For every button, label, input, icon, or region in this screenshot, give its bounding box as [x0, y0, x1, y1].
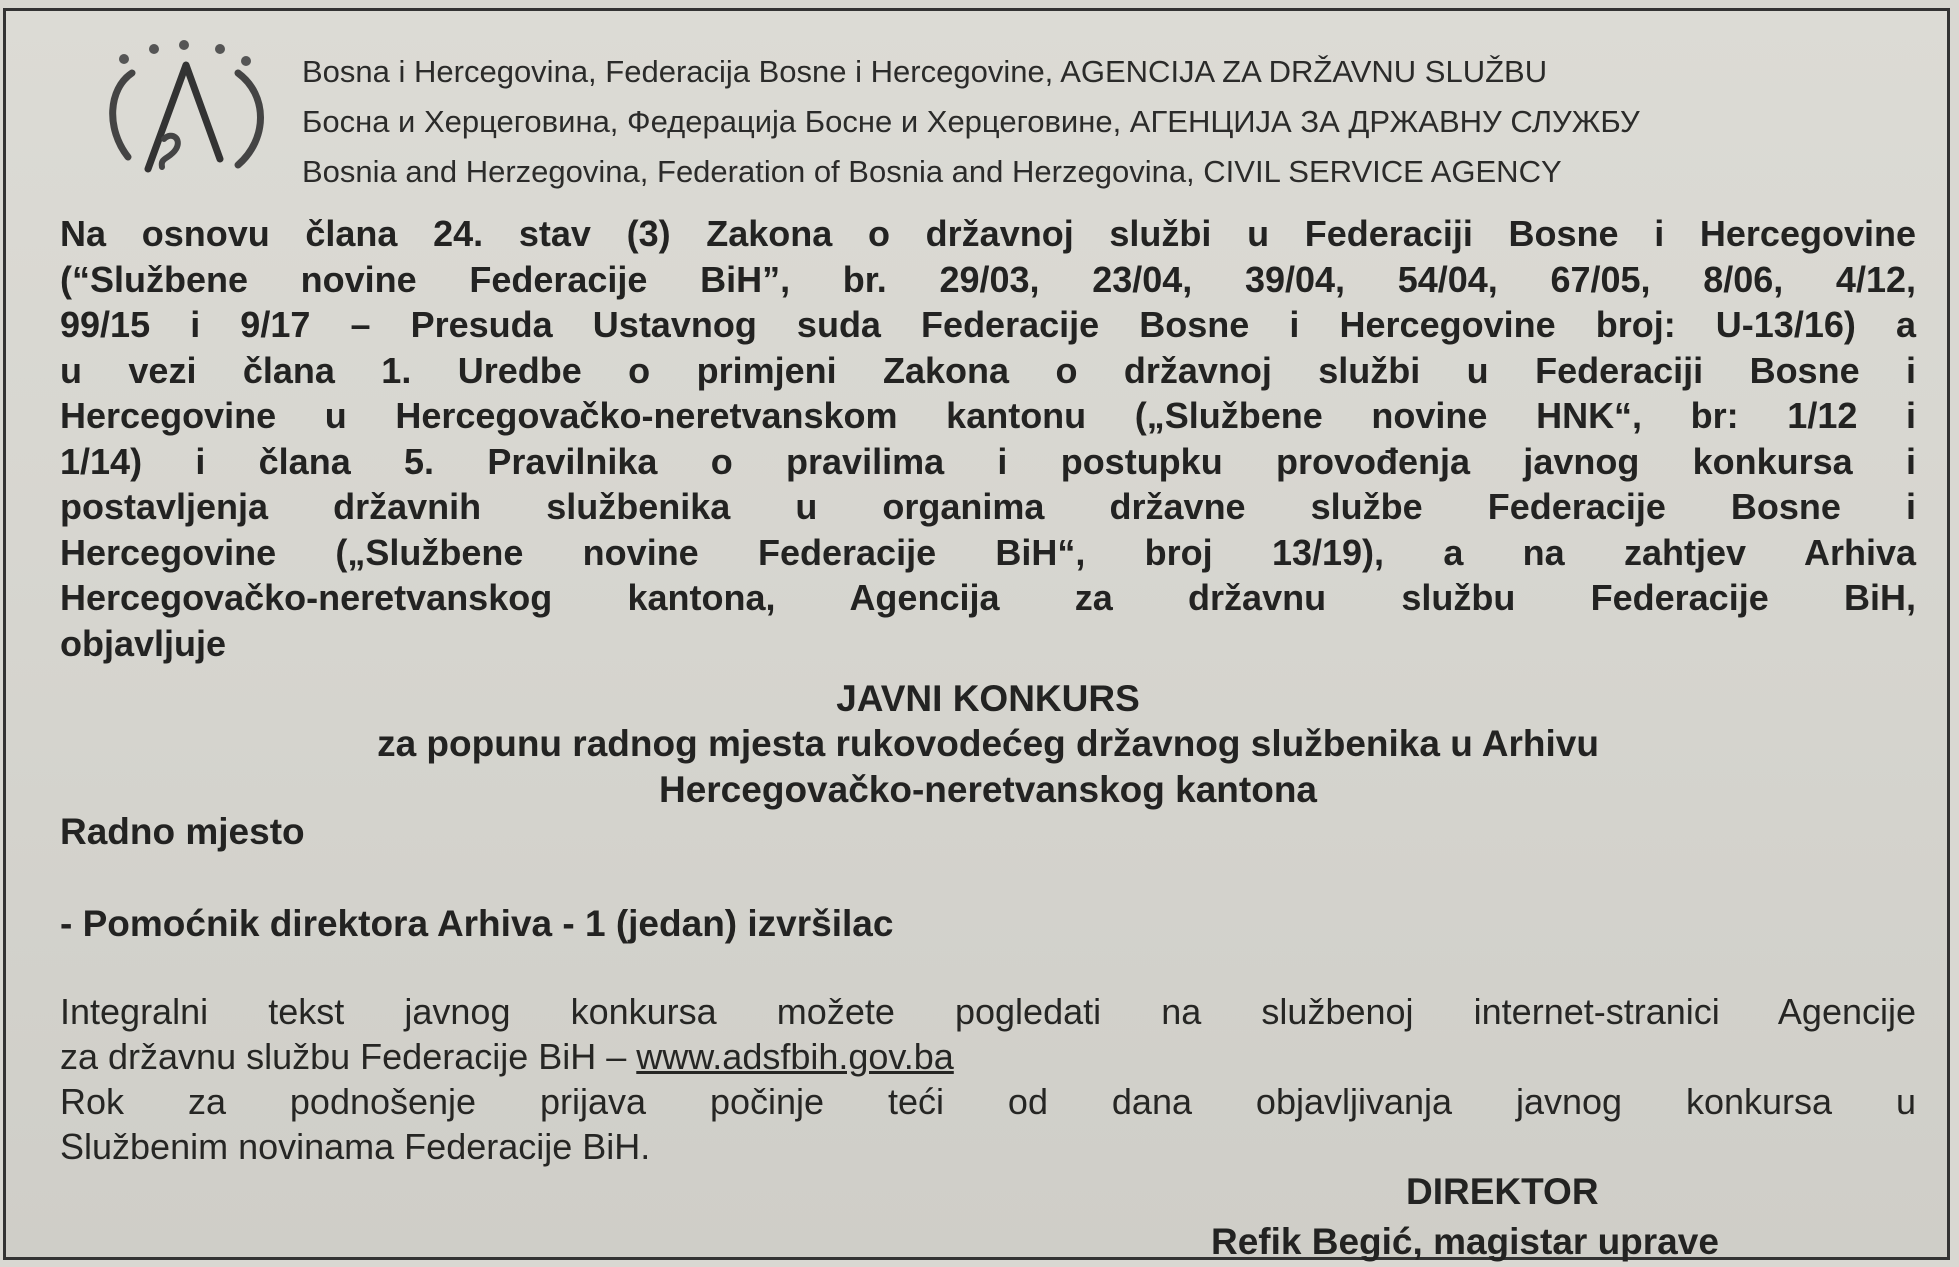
- info-line: Integralni tekst javnog konkursa možete pogledati na službenoj internet-stranici Agencije: [60, 991, 1916, 1032]
- notice-subtitle: za popunu radnog mjesta rukovodećeg državnog službenika u Arhivu: [377, 723, 1599, 764]
- paragraph-line: Hercegovačko-neretvanskog kantona, Agencija za državnu službu Federacije BiH,: [60, 577, 1916, 618]
- info-paragraph: [60, 989, 1916, 1169]
- info-line: Rok za podnošenje prijava počinje teći od dana objavljivanja javnog konkursa u: [60, 1081, 1916, 1122]
- notice-subtitle-2: Hercegovačko-neretvanskog kantona: [658, 769, 1317, 810]
- signature-name: Refik Begić, magistar uprave: [1211, 1221, 1719, 1262]
- paragraph-line: u vezi člana 1. Uredbe o primjeni Zakona o državnoj službi u Federaciji Bosne i: [60, 349, 1916, 391]
- paragraph-line: 1/14) i člana 5. Pravilnika o pravilima i postupku provođenja javnog konkursa i: [60, 440, 1916, 482]
- paragraph-line: Na osnovu člana 24. stav (3) Zakona o državnoj službi u Federaciji Bosne i Hercegovine: [60, 213, 1916, 254]
- paragraph-line: objavljuje: [60, 622, 227, 664]
- legal-basis-paragraph: [60, 211, 1916, 666]
- paragraph-line: Hercegovine u Hercegovačko-neretvanskom kantonu („Službene novine HNK“, br: 1/12 i: [60, 395, 1916, 436]
- paragraph-line: 99/15 i 9/17 – Presuda Ustavnog suda Federacije Bosne i Hercegovine broj: U-13/16) a: [60, 304, 1916, 345]
- position-item: - Pomoćnik direktora Arhiva - 1 (jedan) izvršilac: [60, 903, 894, 944]
- header-line-serbian: Босна и Херцеговина, Федерација Босне и Херцеговине, АГЕНЦИЈА ЗА ДРЖАВНУ СЛУЖБУ: [302, 104, 1640, 139]
- info-line-with-link: [60, 1034, 1916, 1079]
- paragraph-line: postavljenja državnih službenika u organima državne službe Federacije Bosne i: [60, 486, 1916, 527]
- paragraph-line: Hercegovine („Službene novine Federacije BiH“, broj 13/19), a na zahtjev Arhiva: [60, 531, 1916, 573]
- paragraph-line: (“Službene novine Federacije BiH”, br. 29/03, 23/04, 39/04, 54/04, 67/05, 8/06, 4/12,: [60, 258, 1916, 300]
- info-line-prefix: za državnu službu Federacije BiH –: [60, 1036, 637, 1077]
- header-line-english: Bosnia and Herzegovina, Federation of Bosnia and Herzegovina, CIVIL SERVICE AGENCY: [302, 154, 1562, 189]
- header-line-bosnian: Bosna i Hercegovina, Federacija Bosne i Hercegovine, AGENCIJA ZA DRŽAVNU SLUŽBU: [302, 54, 1548, 89]
- info-line: Službenim novinama Federacije BiH.: [60, 1126, 651, 1167]
- agency-logo-icon: [102, 39, 272, 189]
- position-heading: Radno mjesto: [60, 811, 305, 852]
- notice-title: JAVNI KONKURS: [836, 678, 1140, 719]
- agency-website-link[interactable]: www.adsfbih.gov.ba: [636, 1036, 954, 1077]
- agency-header: [302, 47, 1640, 197]
- signature-role: DIREKTOR: [1406, 1171, 1599, 1212]
- notice-frame: [3, 8, 1950, 1260]
